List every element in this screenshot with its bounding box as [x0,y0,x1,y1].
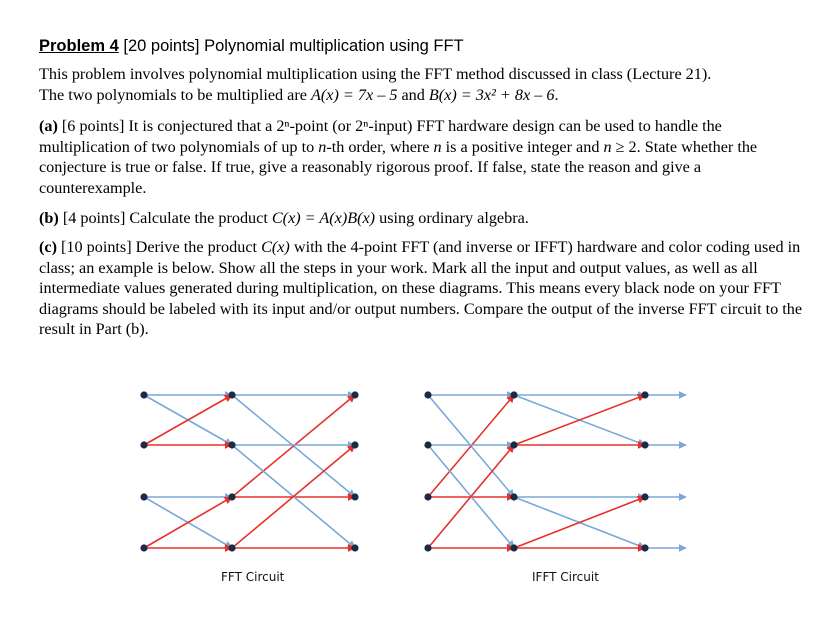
ifft-node-s2-r0 [641,391,648,398]
problem-title: Polynomial multiplication using FFT [204,37,464,55]
ifft-node-s1-r0 [510,391,517,398]
fft-node-s0-r1 [140,441,147,448]
ifft-node-s1-r1 [510,441,517,448]
ifft-node-s1-r2 [510,493,517,500]
fft-node-s1-r0 [228,391,235,398]
ifft-node-s2-r3 [641,544,648,551]
part-b-expr: C(x) = A(x)B(x) [271,209,376,227]
ifft-caption: IFFT Circuit [532,570,599,584]
intro-line-1: This problem involves polynomial multiplication using the FFT method discussed in class (Lecture 21). [39,65,712,83]
ifft-node-s0-r2 [424,493,431,500]
part-a-text-2: -th order, where [326,137,434,156]
ifft-node-s2-r2 [641,493,648,500]
intro-line-2-pre: The two polynomials to be multiplied are [39,85,311,104]
part-b-label: (b) [39,209,59,227]
fft-node-s1-r1 [228,441,235,448]
part-c-text-2: with the 4-point FFT (and inverse or IFFT) hardware and color coding used in class; an example is below. Show all the steps in your work. Mark all the input and output values, as well as all intermediate values generated during multiplication, on these diagrams. This means every black node on your FFT diagrams should be labeled with its input and/or output numbers. Compare the output of the inverse FFT circuit to the result in Part (b). [39,238,803,338]
part-c-label: (c) [39,238,57,256]
ifft-node-s1-r3 [510,544,517,551]
ifft-node-s2-r1 [641,441,648,448]
fft-node-s0-r3 [140,544,147,551]
fft-node-s0-r0 [140,391,147,398]
part-a-n-order: n [318,137,327,156]
fft-node-s2-r3 [351,544,358,551]
ifft-circuit-diagram [424,391,686,551]
part-a-n-var: n [433,137,442,156]
fft-node-s2-r1 [351,441,358,448]
intro-and: and [397,85,429,104]
part-c-text-1: [10 points] Derive the product [56,238,262,256]
fft-node-s1-r3 [228,544,235,551]
part-c-expr: C(x) [261,238,290,256]
fft-node-s1-r2 [228,493,235,500]
part-a-text-1: [6 points] It is conjectured that a 2ⁿ-point (or 2ⁿ-input) FFT hardware design can be used to handle the multiplication of two polynomials of up to [39,117,722,156]
part-b-text-2: using ordinary algebra. [375,209,529,227]
fft-node-s2-r0 [351,391,358,398]
part-a-text-4: ≥ 2. State whether the conjecture is true or false. If true, give a reasonably rigorous proof. If false, state the reason and give a counterexample. [39,137,758,197]
part-a-label: (a) [39,117,58,135]
fft-node-s2-r2 [351,493,358,500]
fft-caption: FFT Circuit [221,570,285,584]
part-b-text-1: [4 points] Calculate the product [58,209,272,227]
part-a-text-3: is a positive integer and [441,137,604,156]
fft-circuit-diagram [140,391,358,551]
problem-points: [20 points] [123,37,200,55]
problem-number: Problem 4 [39,37,119,55]
polynomial-a: A(x) = 7x – 5 [311,85,398,104]
intro-end: . [554,85,559,104]
part-a-n-cond: n [603,137,612,156]
ifft-node-s0-r3 [424,544,431,551]
ifft-node-s0-r1 [424,441,431,448]
ifft-node-s0-r0 [424,391,431,398]
fft-node-s0-r2 [140,493,147,500]
polynomial-b: B(x) = 3x² + 8x – 6 [428,85,555,104]
